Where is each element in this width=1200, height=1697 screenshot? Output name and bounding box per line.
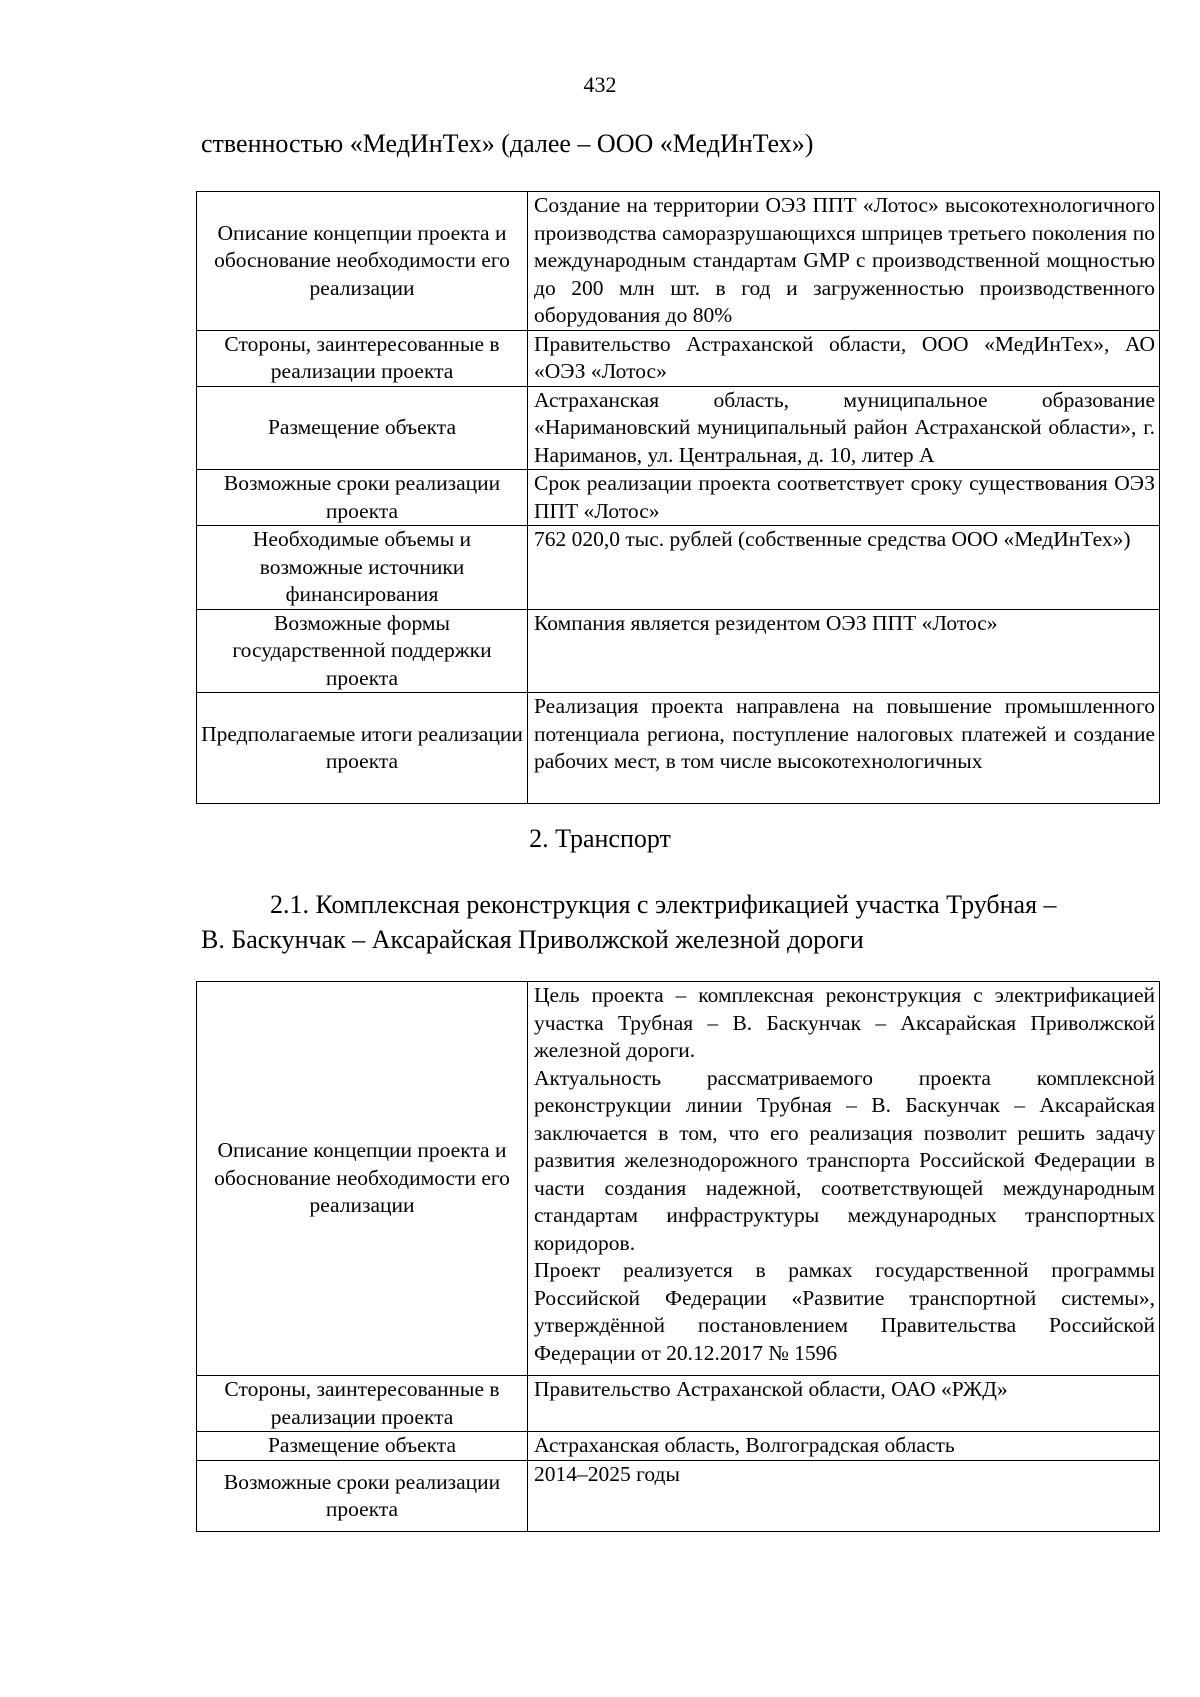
- section-heading: 2. Транспорт: [529, 824, 671, 853]
- row-value-paragraph: Проект реализуется в рамках государственной программы Российской Федерации «Развитие транспортной системы», утверждённой постановлением Правительства Российской Федерации от 20.12.2017 № 1596: [534, 1258, 1155, 1365]
- table-row: [197, 1432, 1160, 1461]
- row-label: Возможные сроки реализации проекта: [197, 470, 528, 526]
- table-row: [197, 1461, 1160, 1532]
- table-row: [197, 470, 1160, 526]
- row-label: Возможные сроки реализации проекта: [197, 1461, 528, 1532]
- table-row: [197, 192, 1160, 331]
- row-value: Компания является резидентом ОЭЗ ППТ «Лотос»: [528, 609, 1160, 693]
- project-table-medintech: [196, 191, 1160, 804]
- row-label: Описание концепции проекта и обоснование необходимости его реализации: [197, 982, 528, 1376]
- subsection-heading-line-2: В. Баскунчак – Аксарайская Приволжской железной дороги: [201, 925, 864, 954]
- row-value: Создание на территории ОЭЗ ППТ «Лотос» высокотехнологичного производства саморазрушающихся шприцев третьего поколения по международным стандартам GMP с производственной мощностью до 200 млн шт. в год и загруженностью производственного оборудования до 80%: [528, 192, 1160, 331]
- row-value: Астраханская область, муниципальное образование «Наримановский муниципальный район Астраханской области», г. Нариманов, ул. Центральная, д. 10, литер А: [528, 386, 1160, 470]
- row-value: Астраханская область, Волгоградская область: [528, 1432, 1160, 1461]
- row-value: 762 020,0 тыс. рублей (собственные средства ООО «МедИнТех»): [528, 526, 1160, 610]
- row-label: Описание концепции проекта и обоснование необходимости его реализации: [197, 192, 528, 331]
- intro-line: ственностью «МедИнТех» (далее – ООО «МедИнТех»): [201, 129, 814, 158]
- row-value: Реализация проекта направлена на повышение промышленного потенциала региона, поступление налоговых платежей и создание рабочих мест, в том числе высокотехнологичных: [528, 693, 1160, 804]
- row-label: Стороны, заинтересованные в реализации проекта: [197, 330, 528, 386]
- table-row: [197, 330, 1160, 386]
- row-label: Стороны, заинтересованные в реализации проекта: [197, 1376, 528, 1432]
- table-row: [197, 982, 1160, 1376]
- row-value: Правительство Астраханской области, ОАО «РЖД»: [528, 1376, 1160, 1432]
- row-label: Возможные формы государственной поддержки проекта: [197, 609, 528, 693]
- row-label: Предполагаемые итоги реализации проекта: [197, 693, 528, 804]
- row-value: Правительство Астраханской области, ООО «МедИнТех», АО «ОЭЗ «Лотос»: [528, 330, 1160, 386]
- project-table-railway: [196, 981, 1160, 1532]
- row-label: Необходимые объемы и возможные источники финансирования: [197, 526, 528, 610]
- table-row: [197, 693, 1160, 804]
- table-row: [197, 609, 1160, 693]
- page-number: 432: [583, 72, 617, 97]
- table-row: [197, 526, 1160, 610]
- table-row: [197, 1376, 1160, 1432]
- subsection-heading: [201, 887, 1151, 957]
- table-row: [197, 386, 1160, 470]
- row-value: Срок реализации проекта соответствует сроку существования ОЭЗ ППТ «Лотос»: [528, 470, 1160, 526]
- row-label: Размещение объекта: [197, 1432, 528, 1461]
- row-value: [528, 982, 1160, 1376]
- row-value-paragraph: Цель проекта – комплексная реконструкция с электрификацией участка Трубная – В. Баскунчак – Аксарайская Приволжской железной дороги.: [534, 983, 1155, 1062]
- row-value-paragraph: Актуальность рассматриваемого проекта комплексной реконструкции линии Трубная – В. Баскунчак – Аксарайская заключается в том, что его реализация позволит решить задачу развития железнодорожного транспорта Российской Федерации в части создания надежной, соответствующей международным стандартам инфраструктуры международных транспортных коридоров.: [534, 1065, 1155, 1255]
- row-label: Размещение объекта: [197, 386, 528, 470]
- subsection-heading-line-1: 2.1. Комплексная реконструкция с электрификацией участка Трубная –: [270, 890, 1057, 919]
- row-value: 2014–2025 годы: [528, 1461, 1160, 1532]
